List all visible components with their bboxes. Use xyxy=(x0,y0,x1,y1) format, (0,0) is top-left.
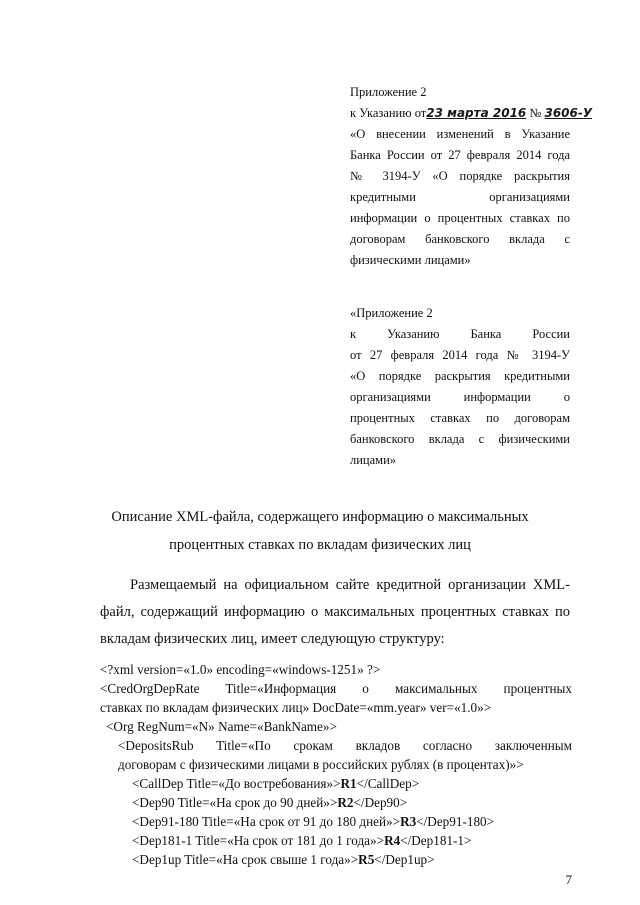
appendix-text-line: «О внесении изменений в Указание xyxy=(350,127,570,141)
xml-deposits-line-1: <DepositsRub Title=«По срокам вкладов согласно заключенным xyxy=(118,738,572,753)
xml-row xyxy=(100,850,572,869)
decree-reference xyxy=(350,103,593,124)
handwritten-number: 3606-У xyxy=(544,106,593,120)
appendix-text-line: кредитными организациями xyxy=(350,190,570,204)
xml-value: R1 xyxy=(340,776,357,791)
xml-row xyxy=(100,812,572,831)
appendix-text-line: процентных ставках по договорам xyxy=(350,411,570,425)
xml-open-tag: <Dep181-1 Title=«На срок от 181 до 1 года»> xyxy=(132,833,385,848)
paragraph-text: Размещаемый на официальном сайте кредитной организации XML-файл, содержащий информацию о максимальных процентных ставках по вкладам физических лиц, имеет следующую структуру: xyxy=(100,577,570,647)
xml-close-tag: </CallDep> xyxy=(356,776,420,791)
xml-close-tag: </Dep90> xyxy=(353,795,408,810)
appendix-text-line: Банка России от 27 февраля 2014 года xyxy=(350,148,570,162)
xml-declaration: <?xml version=«1.0» encoding=«windows-1251» ?> xyxy=(100,662,381,677)
xml-open-tag: <Dep90 Title=«На срок до 90 дней»> xyxy=(132,795,338,810)
xml-deposits-line-2: договорам с физическими лицами в российских рублях (в процентах)»> xyxy=(118,757,524,772)
title-line-1: Описание XML-файла, содержащего информацию о максимальных xyxy=(111,509,529,525)
appendix-text-line: от 27 февраля 2014 года № 3194-У xyxy=(350,348,570,362)
appendix-text-line: № 3194-У «О порядке раскрытия xyxy=(350,169,570,183)
xml-row xyxy=(100,831,572,850)
decree-prefix: к Указанию от xyxy=(350,106,427,120)
xml-value: R4 xyxy=(384,833,401,848)
xml-root-line-2: ставках по вкладам физических лиц» DocDate=«mm.year» ver=«1.0»> xyxy=(100,700,492,715)
xml-value: R2 xyxy=(337,795,354,810)
appendix-label: «Приложение 2 xyxy=(350,306,433,320)
page-number: 7 xyxy=(565,872,572,887)
appendix-label: Приложение 2 xyxy=(350,85,427,99)
xml-close-tag: </Dep1up> xyxy=(374,852,435,867)
appendix-text-line: организациями информации о xyxy=(350,390,570,404)
section-title xyxy=(60,503,580,559)
xml-open-tag: <Dep91-180 Title=«На срок от 91 до 180 дней»> xyxy=(132,814,401,829)
xml-open-tag: <CallDep Title=«До востребования»> xyxy=(132,776,341,791)
xml-value: R3 xyxy=(400,814,417,829)
appendix-text-line: банковского вклада с физическими xyxy=(350,432,570,446)
appendix-text-line: к Указанию Банка России xyxy=(350,327,570,341)
appendix-text-line: лицами» xyxy=(350,453,397,467)
appendix-text-line: информации о процентных ставках по xyxy=(350,211,570,225)
appendix-text-line: договорам банковского вклада с xyxy=(350,232,570,246)
xml-structure-block xyxy=(100,660,572,869)
xml-row xyxy=(100,774,572,793)
appendix-text-line: физическими лицами» xyxy=(350,253,471,267)
appendix-text-line: «О порядке раскрытия кредитными xyxy=(350,369,570,383)
xml-row xyxy=(100,793,572,812)
xml-value: R5 xyxy=(358,852,375,867)
body-paragraph xyxy=(100,572,570,653)
xml-open-tag: <Dep1up Title=«На срок свыше 1 года»> xyxy=(132,852,359,867)
xml-close-tag: </Dep181-1> xyxy=(400,833,472,848)
appendix-header-original xyxy=(350,303,570,471)
handwritten-date: 23 марта 2016 xyxy=(426,106,527,120)
xml-org-element: <Org RegNum=«N» Name=«BankName»> xyxy=(106,719,337,734)
number-sign: № xyxy=(526,106,545,120)
xml-root-line-1: <CredOrgDepRate Title=«Информация о максимальных процентных xyxy=(100,681,572,696)
title-line-2: процентных ставках по вкладам физических лиц xyxy=(169,537,471,553)
xml-close-tag: </Dep91-180> xyxy=(416,814,495,829)
appendix-header-new xyxy=(350,82,593,271)
